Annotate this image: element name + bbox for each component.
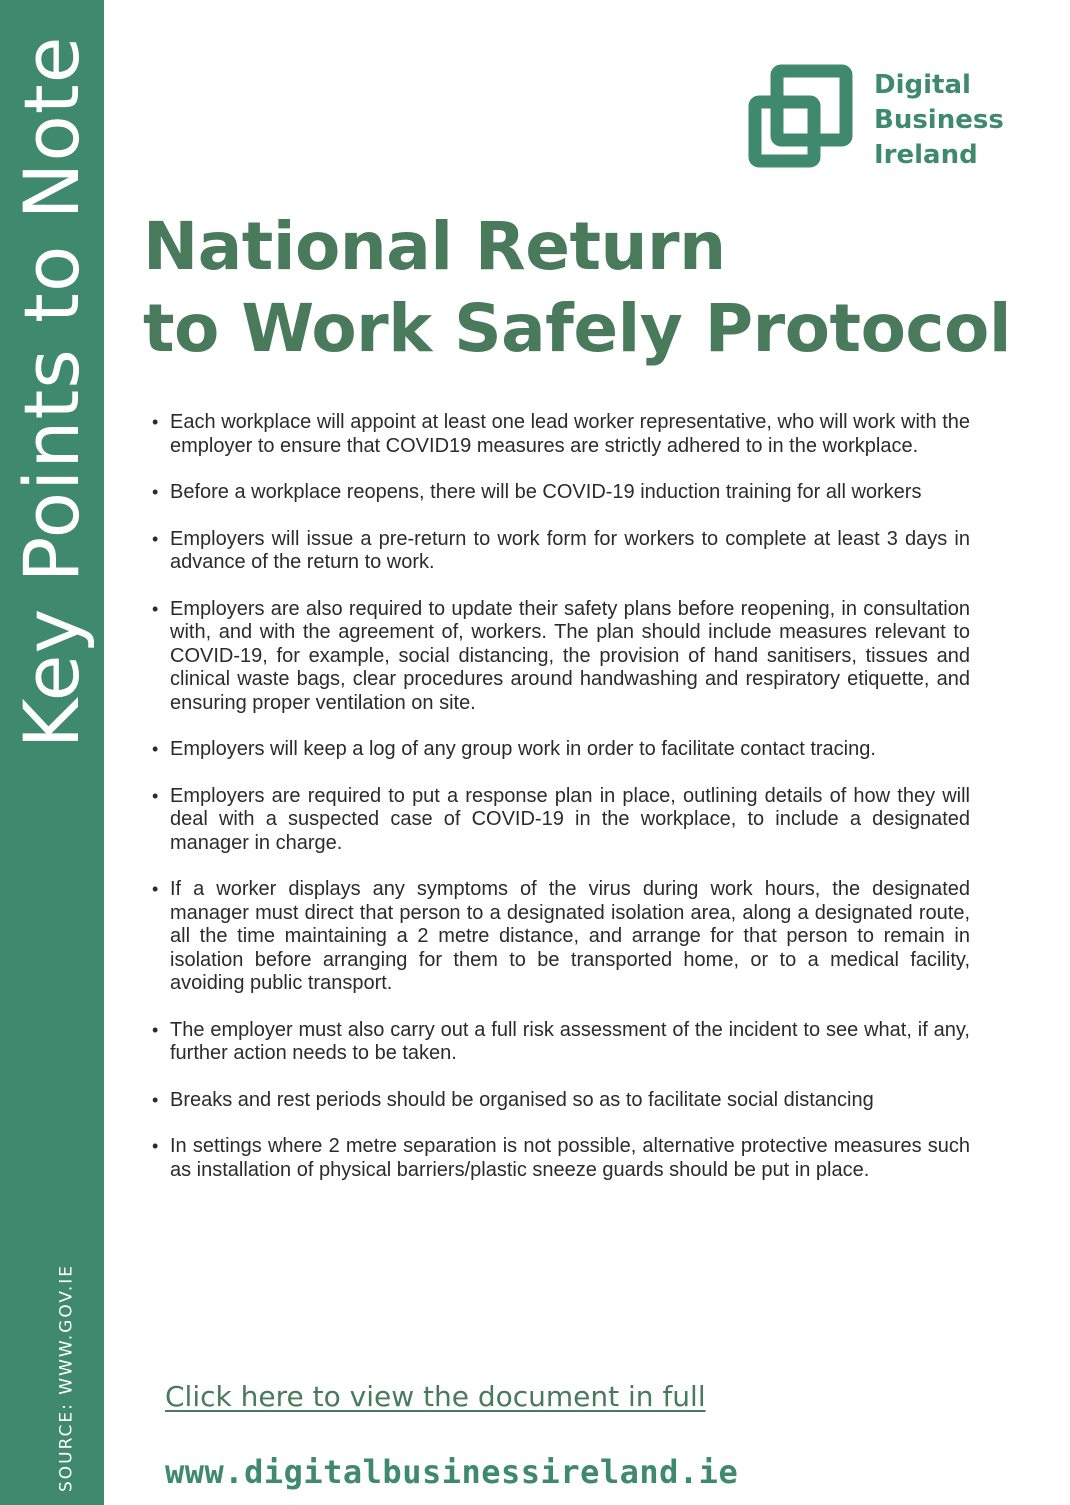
logo-wordmark [874,68,1004,173]
website-link[interactable]: www.digitalbusinessireland.ie [165,1453,739,1491]
key-point: • Employers will issue a pre-return to work form for workers to complete at least 3 days in advance of the return to work. [152,528,970,575]
logo-line-2: Business [874,105,1004,135]
key-points-list [152,411,970,1205]
key-point: • Employers will keep a log of any group work in order to facilitate contact tracing. [152,738,970,762]
page-title-line-2: to Work Safely Protocol [143,290,1011,367]
page-title [143,206,1011,370]
page-title-line-1: National Return [143,208,726,285]
key-point: • Breaks and rest periods should be organised so as to facilitate social distancing [152,1089,970,1113]
source-label: SOURCE: WWW.GOV.IE [56,1263,77,1493]
key-point: • The employer must also carry out a full risk assessment of the incident to see what, if any, further action needs to be taken. [152,1019,970,1066]
logo-line-1: Digital [874,70,971,100]
key-point: • Each workplace will appoint at least one lead worker representative, who will work with the employer to ensure that COVID19 measures are strictly adhered to in the workplace. [152,411,970,458]
key-point: • Before a workplace reopens, there will be COVID-19 induction training for all workers [152,481,970,505]
view-full-document-link[interactable]: Click here to view the document in full [165,1380,706,1413]
logo-line-3: Ireland [874,140,978,170]
interlocking-squares-icon [746,62,856,172]
sidebar-title: Key Points to Note [7,35,96,749]
key-point: • Employers are also required to update their safety plans before reopening, in consultation with, and with the agreement of, workers. The plan should include measures relevant to COVID-19, for example, social distancing, the provision of hand sanitisers, tissues and clinical waste bags, clear procedures around handwashing and respiratory etiquette, and ensuring proper ventilation on site. [152,598,970,716]
logo [746,62,1016,172]
sidebar [0,0,104,1505]
key-point: • In settings where 2 metre separation is not possible, alternative protective measures such as installation of physical barriers/plastic sneeze guards should be put in place. [152,1135,970,1182]
key-point: • Employers are required to put a response plan in place, outlining details of how they will deal with a suspected case of COVID-19 in the workplace, to include a designated manager in charge. [152,785,970,856]
key-point: • If a worker displays any symptoms of the virus during work hours, the designated manager must direct that person to a designated isolation area, along a designated route, all the time maintaining a 2 metre distance, and arrange for that person to remain in isolation before arranging for them to be transported home, or to a medical facility, avoiding public transport. [152,878,970,996]
